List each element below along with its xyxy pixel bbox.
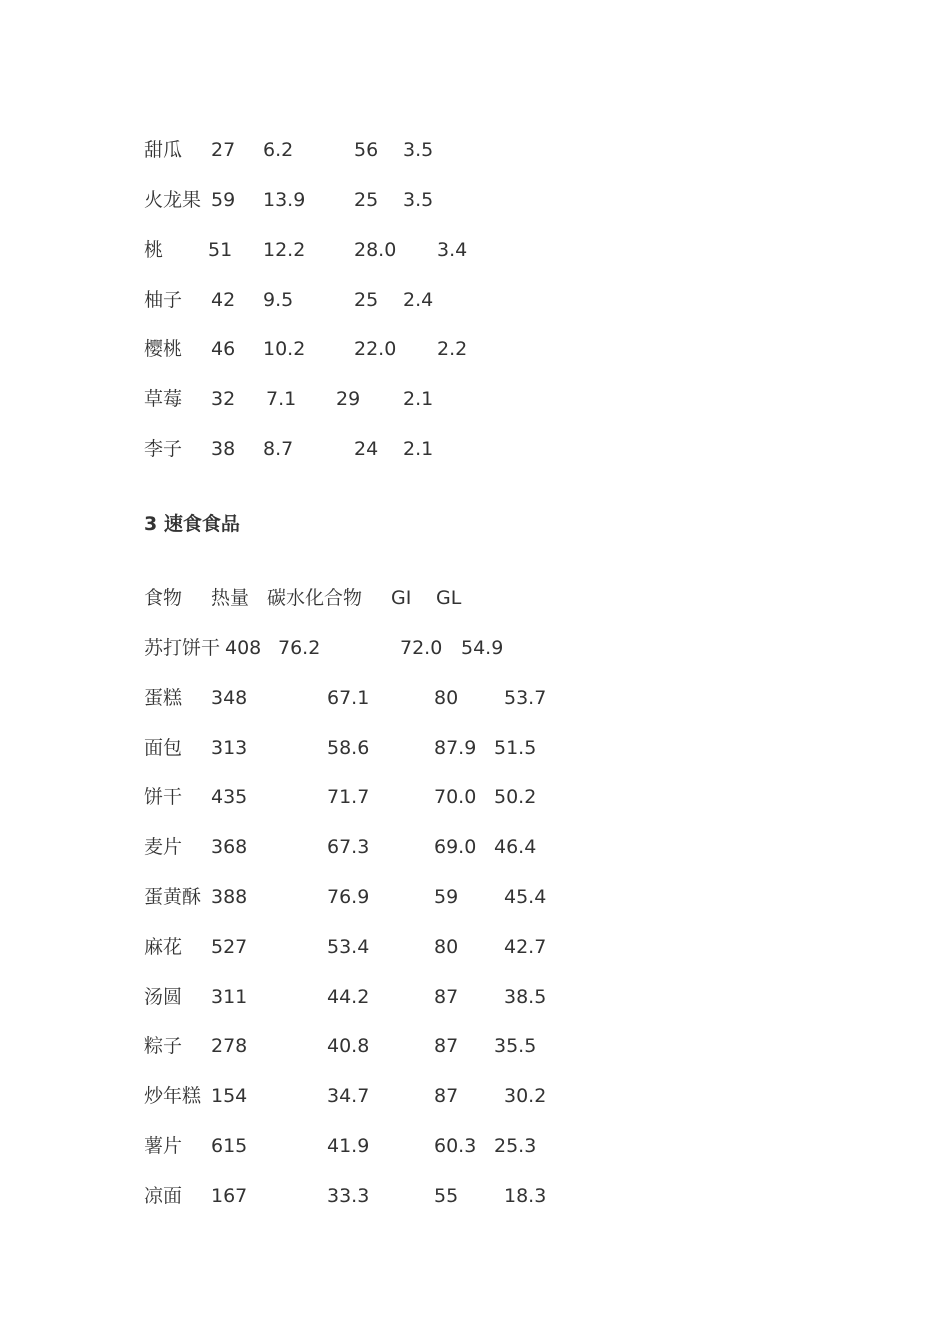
carbs: 7.1	[266, 388, 297, 410]
calories: 46	[211, 338, 236, 360]
food-name: 凉面	[144, 1185, 183, 1207]
calories: 278	[211, 1035, 248, 1057]
carbs: 8.7	[263, 438, 294, 460]
food-name: 蛋糕	[144, 687, 183, 709]
gl-value: 50.2	[494, 786, 537, 808]
gi-value: 25	[354, 289, 379, 311]
calories: 32	[211, 388, 236, 410]
carbs: 33.3	[327, 1185, 370, 1207]
gl-value: 42.7	[504, 936, 547, 958]
calories: 59	[211, 189, 236, 211]
gi-value: 87	[434, 1035, 459, 1057]
carbs: 34.7	[327, 1085, 370, 1107]
table-row	[0, 336, 950, 362]
carbs: 71.7	[327, 786, 370, 808]
calories: 615	[211, 1135, 248, 1157]
table-row	[0, 237, 950, 263]
calories: 27	[211, 139, 236, 161]
carbs: 58.6	[327, 737, 370, 759]
gl-value: 51.5	[494, 737, 537, 759]
food-name: 薯片	[144, 1135, 183, 1157]
table-row	[0, 386, 950, 412]
food-name: 甜瓜	[144, 139, 183, 161]
gl-value: 53.7	[504, 687, 547, 709]
gi-value: 70.0	[434, 786, 477, 808]
calories: 435	[211, 786, 248, 808]
table-row	[0, 436, 950, 462]
gl-value: 46.4	[494, 836, 537, 858]
gl-value: 3.5	[403, 189, 434, 211]
gi-value: 69.0	[434, 836, 477, 858]
table-row	[0, 1083, 950, 1109]
food-name: 面包	[144, 737, 183, 759]
table-row	[0, 834, 950, 860]
gi-value: 80	[434, 936, 459, 958]
table-row	[0, 1133, 950, 1159]
table-row	[0, 187, 950, 213]
header-calories: 热量	[211, 587, 250, 609]
gi-value: 25	[354, 189, 379, 211]
food-name: 蛋黄酥	[144, 886, 202, 908]
food-name: 麻花	[144, 936, 183, 958]
gi-value: 72.0	[400, 637, 443, 659]
gi-value: 22.0	[354, 338, 397, 360]
food-name: 苏打饼干	[144, 637, 221, 659]
gi-value: 55	[434, 1185, 459, 1207]
calories: 167	[211, 1185, 248, 1207]
food-name: 李子	[144, 438, 183, 460]
food-name: 草莓	[144, 388, 183, 410]
carbs: 53.4	[327, 936, 370, 958]
gl-value: 45.4	[504, 886, 547, 908]
food-name: 麦片	[144, 836, 183, 858]
gl-value: 2.2	[437, 338, 468, 360]
table-row	[0, 784, 950, 810]
food-name: 粽子	[144, 1035, 183, 1057]
header-food: 食物	[144, 587, 183, 609]
calories: 311	[211, 986, 248, 1008]
carbs: 41.9	[327, 1135, 370, 1157]
food-name: 桃	[144, 239, 164, 261]
gi-value: 29	[336, 388, 361, 410]
food-name: 柚子	[144, 289, 183, 311]
carbs: 76.2	[278, 637, 321, 659]
table-row	[0, 287, 950, 313]
carbs: 76.9	[327, 886, 370, 908]
carbs: 12.2	[263, 239, 306, 261]
table-row	[0, 1183, 950, 1209]
gi-value: 60.3	[434, 1135, 477, 1157]
calories: 313	[211, 737, 248, 759]
gl-value: 35.5	[494, 1035, 537, 1057]
table-row	[0, 934, 950, 960]
gl-value: 18.3	[504, 1185, 547, 1207]
gi-value: 87	[434, 986, 459, 1008]
calories: 408	[225, 637, 262, 659]
table-row	[0, 137, 950, 163]
gi-value: 28.0	[354, 239, 397, 261]
table-row	[0, 984, 950, 1010]
gi-value: 80	[434, 687, 459, 709]
gl-value: 2.4	[403, 289, 434, 311]
gl-value: 2.1	[403, 438, 434, 460]
food-name: 火龙果	[144, 189, 202, 211]
gl-value: 30.2	[504, 1085, 547, 1107]
food-name: 汤圆	[144, 986, 183, 1008]
calories: 42	[211, 289, 236, 311]
section-heading: 3 速食食品	[144, 513, 240, 535]
gi-value: 56	[354, 139, 379, 161]
food-name: 饼干	[144, 786, 183, 808]
gl-value: 3.5	[403, 139, 434, 161]
table-row	[0, 1033, 950, 1059]
carbs: 44.2	[327, 986, 370, 1008]
gi-value: 87.9	[434, 737, 477, 759]
carbs: 10.2	[263, 338, 306, 360]
carbs: 67.3	[327, 836, 370, 858]
carbs: 9.5	[263, 289, 294, 311]
calories: 527	[211, 936, 248, 958]
calories: 388	[211, 886, 248, 908]
gl-value: 25.3	[494, 1135, 537, 1157]
calories: 368	[211, 836, 248, 858]
food-name: 炒年糕	[144, 1085, 202, 1107]
header-gi: GI	[391, 587, 412, 609]
gl-value: 2.1	[403, 388, 434, 410]
carbs: 6.2	[263, 139, 294, 161]
table-row	[0, 635, 950, 661]
carbs: 67.1	[327, 687, 370, 709]
table-header	[0, 585, 950, 611]
gl-value: 38.5	[504, 986, 547, 1008]
gl-value: 3.4	[437, 239, 468, 261]
gi-value: 87	[434, 1085, 459, 1107]
header-gl: GL	[436, 587, 462, 609]
gl-value: 54.9	[461, 637, 504, 659]
carbs: 13.9	[263, 189, 306, 211]
carbs: 40.8	[327, 1035, 370, 1057]
gi-value: 24	[354, 438, 379, 460]
header-carbs: 碳水化合物	[267, 587, 363, 609]
food-name: 樱桃	[144, 338, 183, 360]
table-row	[0, 735, 950, 761]
calories: 348	[211, 687, 248, 709]
calories: 154	[211, 1085, 248, 1107]
table-row	[0, 884, 950, 910]
calories: 51	[208, 239, 233, 261]
table-row	[0, 685, 950, 711]
gi-value: 59	[434, 886, 459, 908]
calories: 38	[211, 438, 236, 460]
